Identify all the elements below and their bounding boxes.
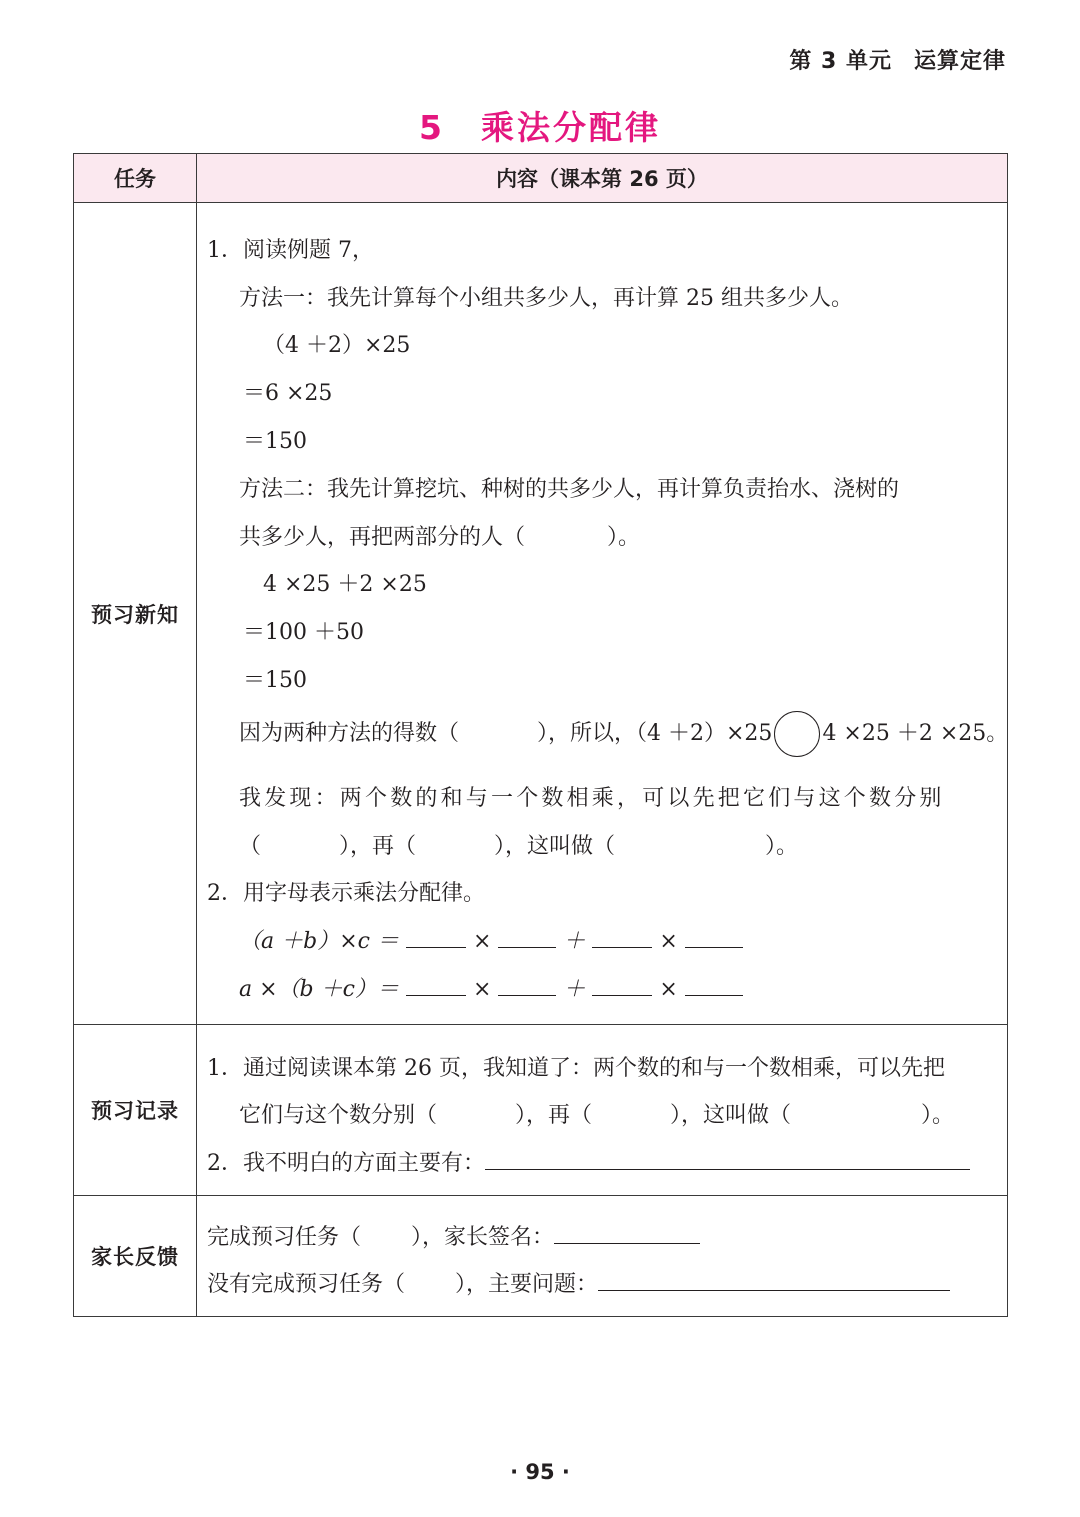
because-mid: ），所以，（4 ＋2）×25 xyxy=(537,721,773,746)
record-line-2 xyxy=(239,1098,954,1129)
answer-blank[interactable] xyxy=(592,975,652,996)
formula-2-lhs: a ×（b ＋c）＝ xyxy=(239,977,399,1002)
blank-parenthesis[interactable] xyxy=(592,1102,670,1122)
method-2-text: 方法二：我先计算挖坑、种树的共多少人，再计算负责抬水、浇树的 xyxy=(239,477,900,502)
answer-blank[interactable] xyxy=(406,927,466,948)
discover-paren-close: ）。 xyxy=(765,834,799,859)
content-column-header: 内容（课本第 26 页） xyxy=(197,154,1008,203)
lesson-title xyxy=(0,102,1080,149)
table-header-row xyxy=(74,154,1008,203)
answer-blank[interactable] xyxy=(406,975,466,996)
record-close: ）。 xyxy=(921,1103,955,1128)
method-2-prefix: 共多少人，再把两部分的人（ xyxy=(239,525,526,550)
method-2-text-cont xyxy=(239,520,640,551)
feedback-signature-label: ），家长签名： xyxy=(411,1225,555,1250)
preview-content-cell xyxy=(197,203,1008,1025)
record-row xyxy=(74,1025,1008,1196)
formula-2 xyxy=(239,972,743,1003)
feedback-content-cell xyxy=(197,1196,1008,1317)
plus-sign: ＋ xyxy=(563,977,586,1002)
record-question: 2．我不明白的方面主要有： xyxy=(207,1151,485,1176)
because-suffix: 4 ×25 ＋2 ×25。 xyxy=(822,721,1009,746)
task-column-header: 任务 xyxy=(74,154,197,203)
preview-row xyxy=(74,203,1008,1025)
feedback-done: 完成预习任务（ xyxy=(207,1225,362,1250)
times-sign: × xyxy=(659,929,678,954)
times-sign: × xyxy=(659,977,678,1002)
feedback-line-1 xyxy=(207,1220,700,1251)
answer-blank[interactable] xyxy=(685,927,743,948)
blank-parenthesis[interactable] xyxy=(525,524,607,544)
blank-parenthesis[interactable] xyxy=(416,833,494,853)
comparison-line xyxy=(239,710,1008,758)
blank-parenthesis[interactable] xyxy=(361,1224,411,1244)
blank-parenthesis[interactable] xyxy=(459,720,537,740)
feedback-row xyxy=(74,1196,1008,1317)
discovery-text: 我发现：两个数的和与一个数相乘，可以先把它们与这个数分别 xyxy=(239,786,945,811)
discovery-text-cont xyxy=(239,829,798,860)
compare-circle[interactable] xyxy=(774,711,820,757)
feedback-label: 家长反馈 xyxy=(74,1196,197,1317)
answer-blank[interactable] xyxy=(498,975,556,996)
record-then: ），再（ xyxy=(515,1103,593,1128)
main-problem-blank[interactable] xyxy=(598,1270,950,1291)
blank-parenthesis[interactable] xyxy=(437,1102,515,1122)
method-1-step-2: ＝6 ×25 xyxy=(243,381,333,406)
method-1-step-3: ＝150 xyxy=(243,429,307,454)
feedback-problem-label: ），主要问题： xyxy=(455,1272,599,1297)
preview-label: 预习新知 xyxy=(74,203,197,1025)
record-line-1: 1．通过阅读课本第 26 页，我知道了：两个数的和与一个数相乘，可以先把 xyxy=(207,1056,945,1081)
formula-1 xyxy=(239,924,743,955)
discover-called: ），这叫做（ xyxy=(494,834,616,859)
lesson-number: 5 xyxy=(419,108,445,147)
record-line-3 xyxy=(207,1146,970,1177)
method-1-step-1: （4 ＋2）×25 xyxy=(263,333,411,358)
method-2-step-3: ＝150 xyxy=(243,668,307,693)
times-sign: × xyxy=(472,929,492,954)
blank-parenthesis[interactable] xyxy=(261,833,339,853)
method-1-text: 方法一：我先计算每个小组共多少人，再计算 25 组共多少人。 xyxy=(239,286,853,311)
lesson-name: 乘法分配律 xyxy=(480,108,661,147)
blank-parenthesis[interactable] xyxy=(791,1102,921,1122)
unit-label: 第 3 单元 xyxy=(789,49,892,74)
discover-paren-open: （ xyxy=(239,834,262,859)
preview-table xyxy=(73,153,1008,1317)
record-content-cell xyxy=(197,1025,1008,1196)
parent-signature-blank[interactable] xyxy=(554,1223,700,1244)
plus-sign: ＋ xyxy=(563,929,586,954)
answer-blank[interactable] xyxy=(592,927,652,948)
method-2-step-2: ＝100 ＋50 xyxy=(243,620,364,645)
because-prefix: 因为两种方法的得数（ xyxy=(239,721,460,746)
page-number: · 95 · xyxy=(510,1460,570,1484)
record-label: 预习记录 xyxy=(74,1025,197,1196)
formula-1-lhs: （a ＋b）×c ＝ xyxy=(239,929,399,954)
times-sign: × xyxy=(472,977,492,1002)
record-separately: 它们与这个数分别（ xyxy=(239,1103,438,1128)
answer-blank[interactable] xyxy=(498,927,556,948)
discover-then: ），再（ xyxy=(339,834,417,859)
unit-topic: 运算定律 xyxy=(913,49,1006,74)
question-2: 2．用字母表示乘法分配律。 xyxy=(207,881,485,906)
page-header xyxy=(789,44,1006,75)
method-2-suffix: ）。 xyxy=(607,525,641,550)
blank-parenthesis[interactable] xyxy=(615,833,765,853)
unclear-points-blank[interactable] xyxy=(485,1149,970,1170)
question-1: 1．阅读例题 7， xyxy=(207,238,374,263)
feedback-not-done: 没有完成预习任务（ xyxy=(207,1272,406,1297)
blank-parenthesis[interactable] xyxy=(405,1271,455,1291)
answer-blank[interactable] xyxy=(685,975,743,996)
feedback-line-2 xyxy=(207,1267,950,1298)
record-called: ），这叫做（ xyxy=(670,1103,792,1128)
method-2-step-1: 4 ×25 ＋2 ×25 xyxy=(263,572,427,597)
